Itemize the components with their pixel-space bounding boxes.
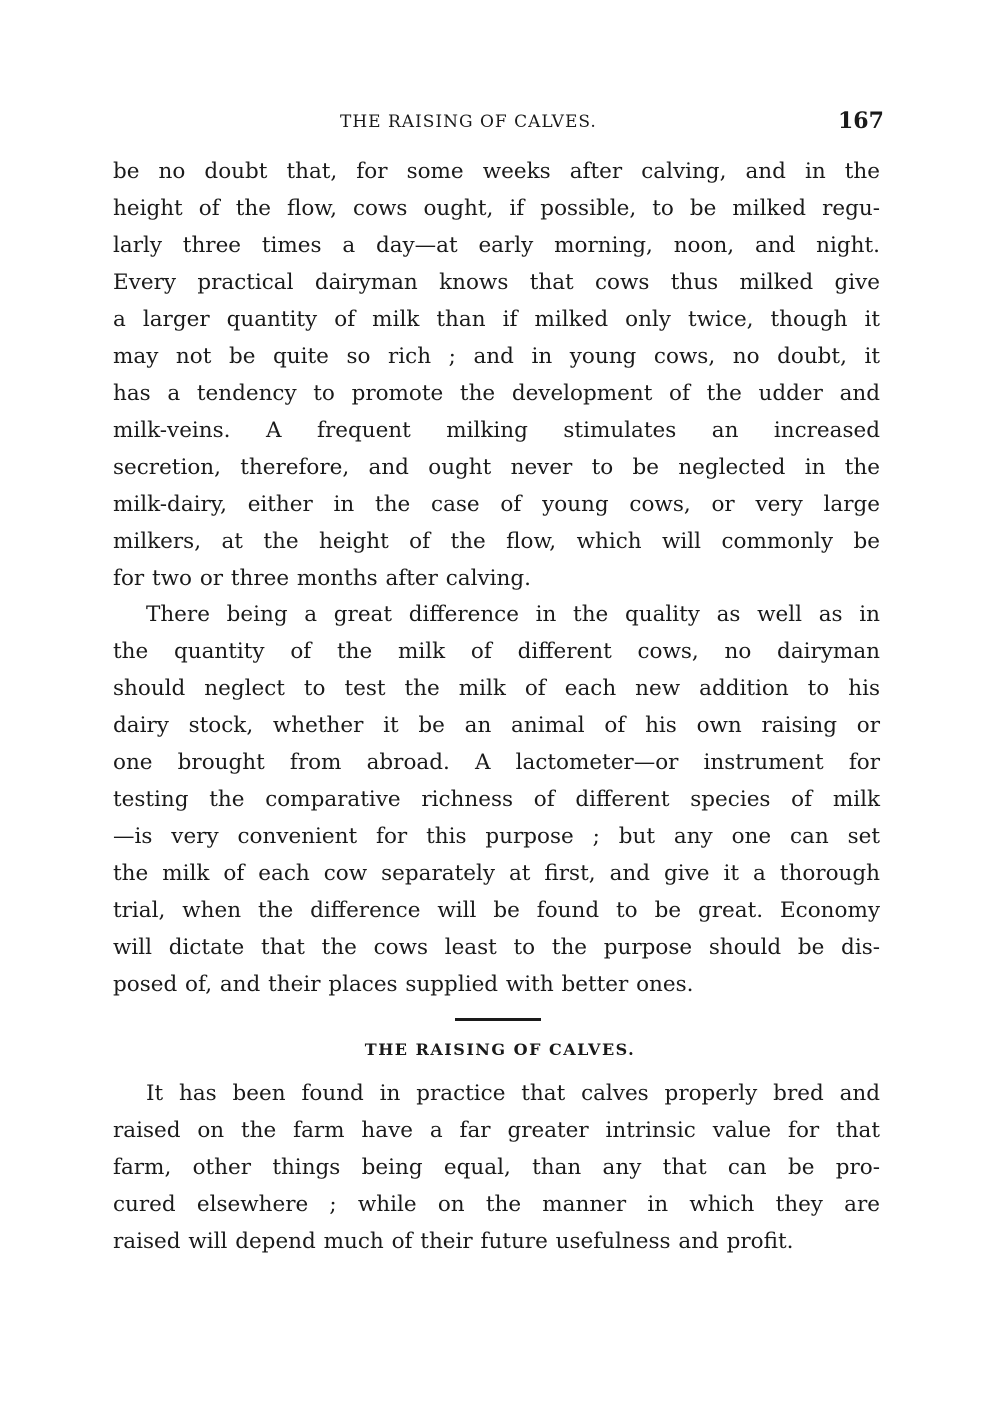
text-line: Every practical dairyman knows that cows thus milked give — [113, 270, 880, 295]
text-line: has a tendency to promote the development of the udder and — [113, 381, 880, 406]
section-heading: THE RAISING OF CALVES. — [364, 1040, 636, 1059]
text-line: testing the comparative richness of different species of milk — [113, 787, 880, 812]
text-line: It has been found in practice that calves properly bred and — [146, 1081, 880, 1106]
text-line: trial, when the difference will be found to be great. Economy — [113, 898, 880, 923]
text-line: cured elsewhere ; while on the manner in which they are — [113, 1192, 880, 1217]
text-line: posed of, and their places supplied with better ones. — [113, 972, 694, 997]
text-line: There being a great difference in the quality as well as in — [146, 602, 880, 627]
page-number: 167 — [838, 108, 884, 134]
text-line: dairy stock, whether it be an animal of his own raising or — [113, 713, 880, 738]
paragraph-1 — [113, 153, 880, 597]
text-line: milk-veins. A frequent milking stimulates an increased — [113, 418, 880, 443]
text-line: the quantity of the milk of different cows, no dairyman — [113, 639, 880, 664]
text-line: milkers, at the height of the flow, which will commonly be — [113, 529, 880, 554]
text-line: for two or three months after calving. — [113, 566, 531, 591]
paragraph-2 — [113, 596, 880, 1003]
text-line: —is very convenient for this purpose ; but any one can set — [113, 824, 880, 849]
running-head — [0, 108, 1000, 138]
text-line: the milk of each cow separately at first, and give it a thorough — [113, 861, 880, 886]
text-line: will dictate that the cows least to the purpose should be dis- — [113, 935, 880, 960]
text-line: be no doubt that, for some weeks after calving, and in the — [113, 159, 880, 184]
text-line: raised on the farm have a far greater intrinsic value for that — [113, 1118, 880, 1143]
text-line: should neglect to test the milk of each new addition to his — [113, 676, 880, 701]
text-line: one brought from abroad. A lactometer—or instrument for — [113, 750, 880, 775]
text-line: height of the flow, cows ought, if possible, to be milked regu- — [113, 196, 880, 221]
running-title: THE RAISING OF CALVES. — [340, 112, 597, 132]
paragraph-3 — [113, 1075, 880, 1260]
text-line: milk-dairy, either in the case of young cows, or very large — [113, 492, 880, 517]
text-line: may not be quite so rich ; and in young cows, no doubt, it — [113, 344, 880, 369]
text-line: raised will depend much of their future usefulness and profit. — [113, 1229, 794, 1254]
text-line: a larger quantity of milk than if milked only twice, though it — [113, 307, 880, 332]
text-line: larly three times a day—at early morning, noon, and night. — [113, 233, 880, 258]
text-line: secretion, therefore, and ought never to be neglected in the — [113, 455, 880, 480]
text-line: farm, other things being equal, than any that can be pro- — [113, 1155, 880, 1180]
section-divider — [455, 1018, 541, 1021]
